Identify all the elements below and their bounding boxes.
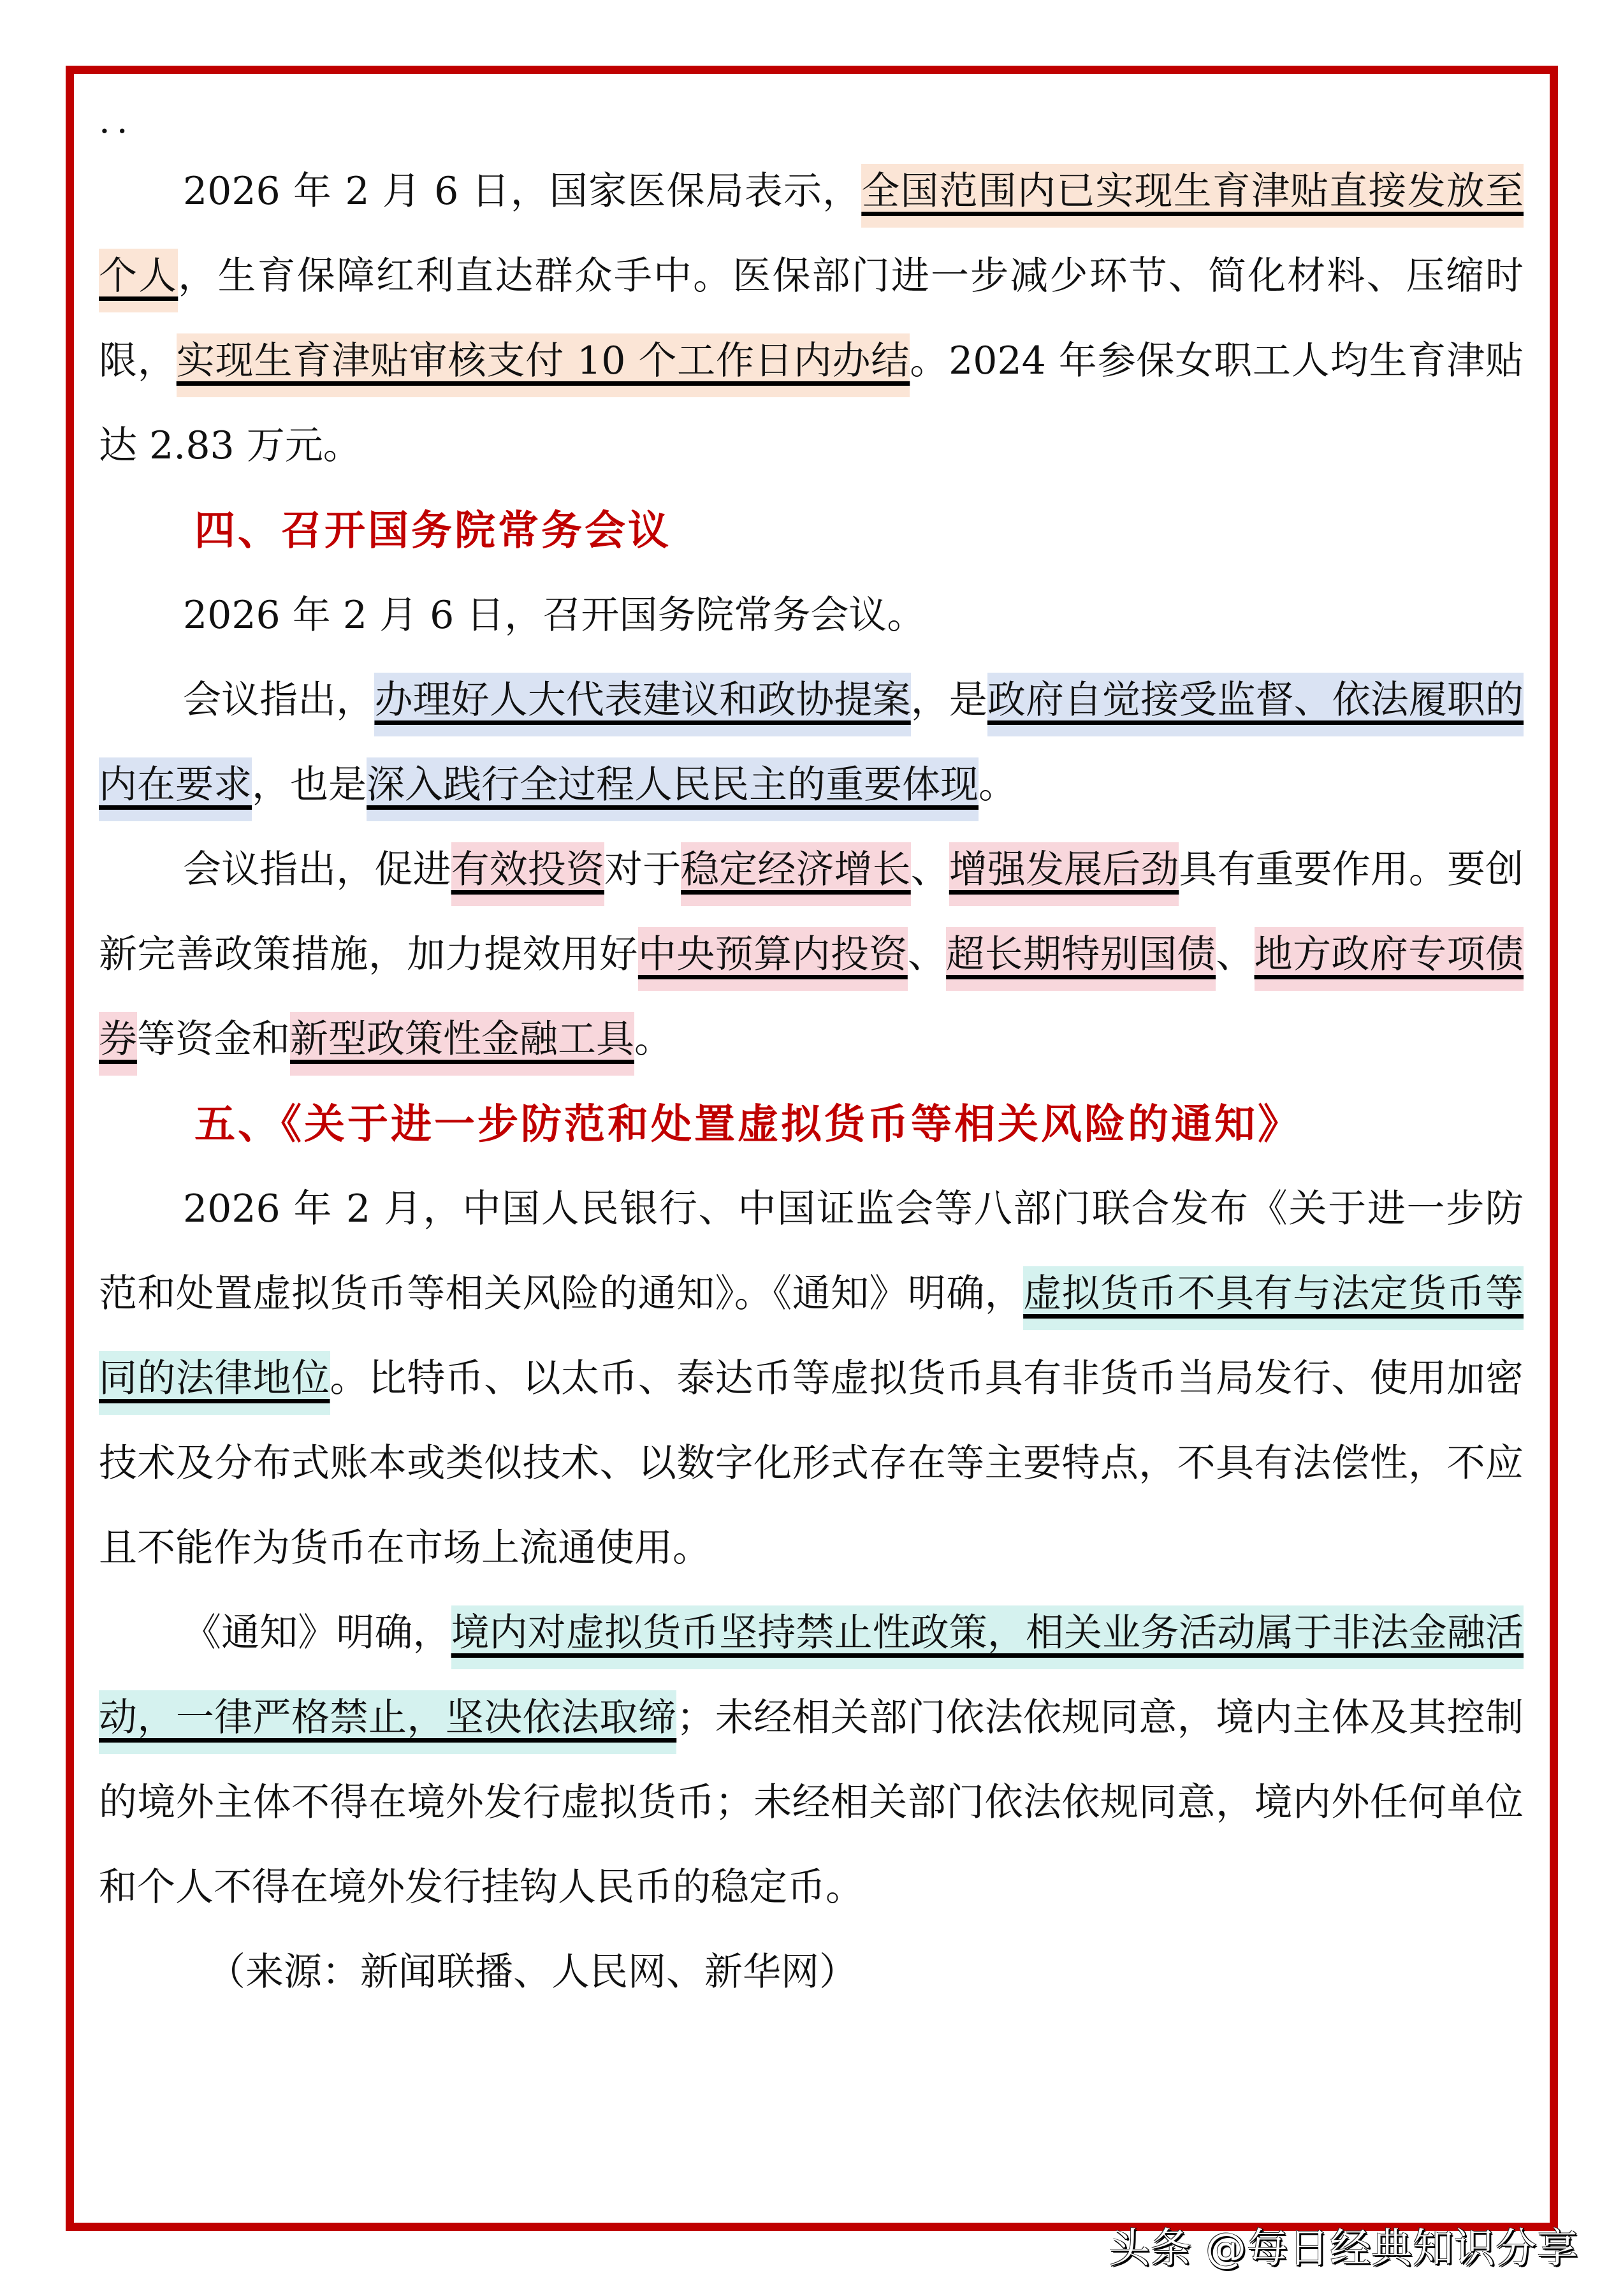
highlight-local-bonds: 地方政府专项债券	[99, 927, 1524, 1076]
text-run: ，是	[910, 678, 987, 722]
highlight-direct-payment: 全国范围内已实现生育津贴直接发放至个人	[99, 164, 1524, 312]
highlight-prohibition: 境内对虚拟货币坚持禁止性政策，相关业务活动属于非法金融活动，一律严格禁止，坚决依法取缔	[99, 1605, 1524, 1754]
highlight-legal-status: 虚拟货币不具有与法定货币等同的法律地位	[99, 1266, 1524, 1415]
text-run: 对于	[604, 847, 681, 892]
text-run: 。2024 年参保女职工人均生育津贴达 2.83 万元。	[99, 339, 1524, 468]
leading-marks: ..	[99, 100, 135, 142]
section-heading-4: 四、召开国务院常务会议	[194, 507, 671, 555]
text-run: 等资金和	[137, 1017, 290, 1062]
paragraph-state-council-meeting: 2026 年 2 月 6 日，召开国务院常务会议。	[183, 593, 926, 638]
highlight-effective-investment: 有效投资	[451, 842, 604, 906]
highlight-central-budget: 中央预算内投资	[638, 927, 908, 991]
text-run: ，也是	[252, 763, 367, 807]
highlight-special-bonds: 超长期特别国债	[946, 927, 1216, 991]
text-run: ；未经相关部门依法依规同意，境内主体及其控制的境外主体不得在境外发行虚拟货币；未经相关部门依法依规同意，境内外任何单位和个人不得在境外发行挂钩人民币的稳定币。	[99, 1695, 1524, 1910]
text-run: 。	[979, 763, 1017, 807]
paragraph-prohibition-policy	[99, 1591, 1524, 1930]
highlight-proposals: 办理好人大代表建议和政协提案	[374, 673, 910, 736]
document-body	[99, 102, 1524, 2015]
text-run: 、	[1216, 932, 1255, 977]
text-run: ，生育保障红利直达群众手中。医保部门进一步减少环节、简化材料、压缩时限，	[99, 254, 1524, 383]
text-run: 。	[634, 1017, 673, 1062]
highlight-supervision: 政府自觉接受监督、依法履职的内在要求	[99, 673, 1524, 821]
paragraph-maternity-allowance	[99, 149, 1524, 488]
text-run: 、	[907, 932, 947, 977]
text-run: 具有重要作用。要创新完善政策措施，加力提效用好	[99, 847, 1524, 977]
highlight-democracy: 深入践行全过程人民民主的重要体现	[367, 757, 979, 821]
text-run: 。比特币、以太币、泰达币等虚拟货币具有非货币当局发行、使用加密技术及分布式账本或类似技术、以数字化形式存在等主要特点，不具有法偿性，不应且不能作为货币在市场上流通使用。	[99, 1356, 1524, 1570]
highlight-development-momentum: 增强发展后劲	[949, 842, 1179, 906]
highlight-10-working-days: 实现生育津贴审核支付 10 个工作日内办结	[177, 333, 910, 397]
text-run: 《通知》明确，	[183, 1611, 451, 1655]
text-run: 2026 年 2 月 6 日，国家医保局表示，	[183, 169, 862, 214]
text-run: 会议指出，促进	[183, 847, 451, 892]
section-heading-5: 五、《关于进一步防范和处置虚拟货币等相关风险的通知》	[194, 1100, 1301, 1148]
highlight-stable-growth: 稳定经济增长	[681, 842, 911, 906]
text-run: 2026 年 2 月，中国人民银行、中国证监会等八部门联合发布《关于进一步防范和处置虚拟货币等相关风险的通知》。《通知》明确，	[99, 1187, 1524, 1316]
highlight-policy-finance-tools: 新型政策性金融工具	[290, 1012, 634, 1076]
watermark: 头条 @每日经典知识分享	[1109, 2225, 1578, 2272]
paragraph-virtual-currency-notice	[99, 1167, 1524, 1591]
text-run: 、	[910, 847, 949, 892]
source-attribution: （来源：新闻联播、人民网、新华网）	[207, 1950, 857, 1994]
text-run: 会议指出，	[183, 678, 375, 722]
paragraph-proposals	[99, 658, 1524, 828]
paragraph-investment	[99, 828, 1524, 1082]
